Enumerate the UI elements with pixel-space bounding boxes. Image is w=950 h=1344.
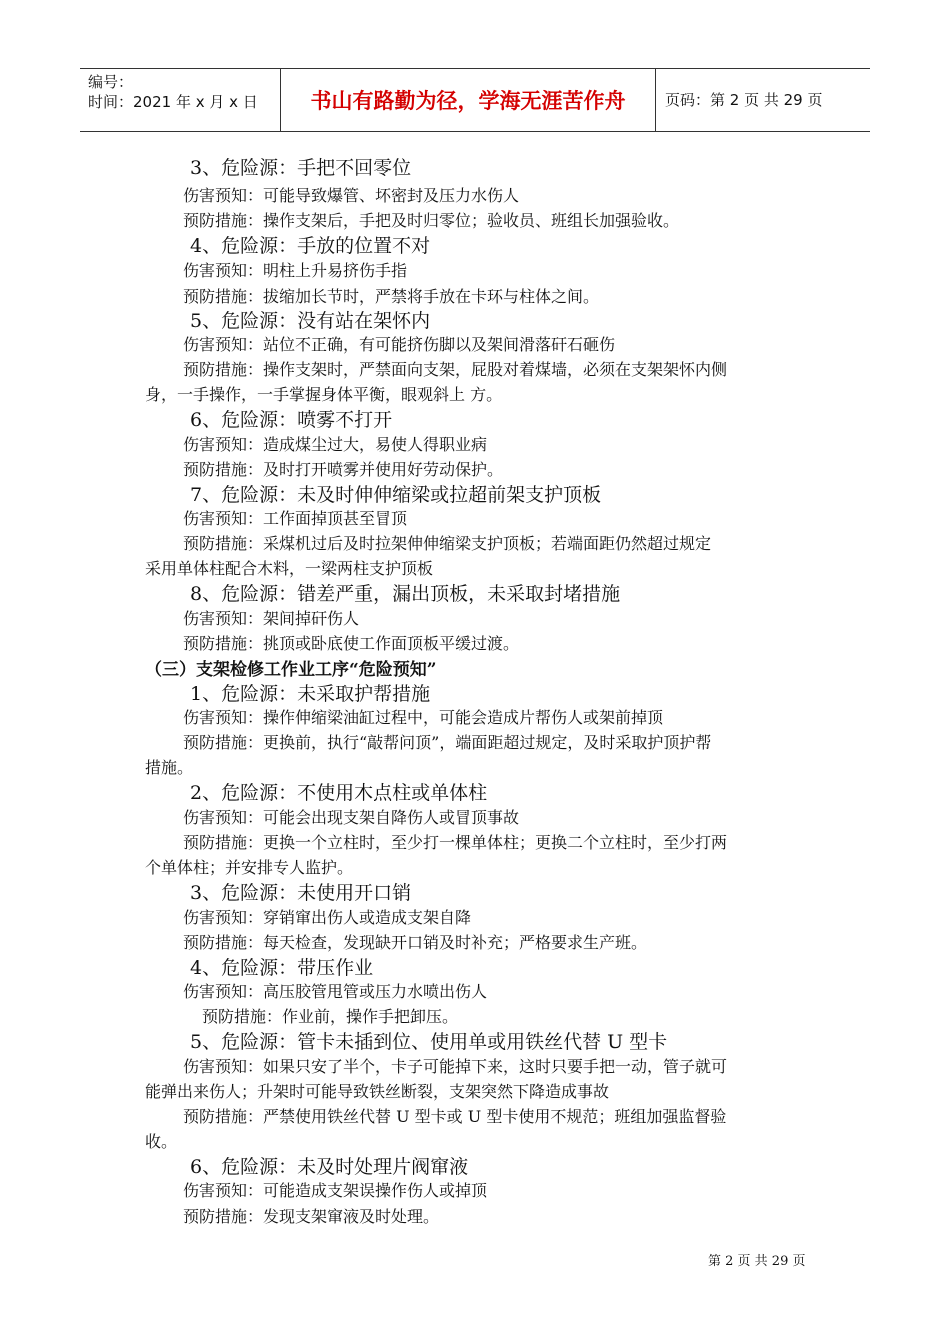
hazard-heading: 3、危险源：未使用开口销: [190, 882, 412, 904]
body-text-line: 采用单体柱配合木料，一梁两柱支护顶板: [145, 559, 434, 578]
hazard-heading: 4、危险源：带压作业: [190, 957, 374, 979]
divider: [280, 69, 281, 131]
body-text-line: 预防措施：操作支架时，严禁面向支架，屁股对着煤墙，必须在支架架怀内侧: [183, 360, 728, 379]
section-heading: （三）支架检修工作业工序“危险预知”: [145, 660, 437, 680]
body-text-line: 个单体柱；并安排专人监护。: [145, 858, 354, 877]
body-text-line: 伤害预知：如果只安了半个，卡子可能掉下来，这时只要手把一动，管子就可: [183, 1057, 728, 1076]
body-text-line: 伤害预知：可能造成支架误操作伤人或掉顶: [183, 1181, 488, 1200]
body-text-line: 伤害预知：可能会出现支架自降伤人或冒顶事故: [183, 808, 520, 827]
hazard-heading: 6、危险源：喷雾不打开: [190, 409, 393, 431]
hazard-heading: 7、危险源：未及时伸伸缩梁或拉超前架支护顶板: [190, 484, 602, 506]
body-text-line: 预防措施：发现支架窜液及时处理。: [183, 1207, 440, 1226]
body-text-line: 预防措施：严禁使用铁丝代替 U 型卡或 U 型卡使用不规范；班组加强监督验: [183, 1107, 727, 1126]
body-text-line: 预防措施：及时打开喷雾并使用好劳动保护。: [183, 460, 504, 479]
body-text-line: 预防措施：更换前，执行“敲帮问顶”，端面距超过规定，及时采取护顶护帮: [183, 733, 712, 752]
body-text-line: 伤害预知：操作伸缩梁油缸过程中，可能会造成片帮伤人或架前掉顶: [183, 708, 664, 727]
hazard-heading: 1、危险源：未采取护帮措施: [190, 683, 431, 705]
body-text-line: 预防措施：每天检查，发现缺开口销及时补充；严格要求生产班。: [183, 933, 648, 952]
body-text-line: 伤害预知：高压胶管甩管或压力水喷出伤人: [183, 982, 488, 1001]
motto: 书山有路勤为径，学海无涯苦作舟: [310, 89, 626, 113]
page-footer: 第 2 页 共 29 页: [708, 1254, 806, 1269]
body-text-line: 预防措施：挑顶或卧底使工作面顶板平缓过渡。: [183, 634, 520, 653]
divider: [655, 69, 656, 131]
page-info: 页码：第 2 页 共 29 页: [665, 91, 823, 109]
hazard-heading: 2、危险源：不使用木点柱或单体柱: [190, 782, 488, 804]
hazard-heading: 8、危险源：错差严重，漏出顶板，未采取封堵措施: [190, 583, 621, 605]
body-text-line: 伤害预知：可能导致爆管、坏密封及压力水伤人: [183, 186, 520, 205]
body-text-line: 伤害预知：架间掉矸伤人: [183, 609, 360, 628]
code-label: 编号：: [88, 73, 134, 91]
body-text-line: 预防措施：更换一个立柱时，至少打一棵单体柱；更换二个立柱时，至少打两: [183, 833, 728, 852]
body-text-line: 伤害预知：造成煤尘过大，易使人得职业病: [183, 435, 488, 454]
body-text-line: 伤害预知：明柱上升易挤伤手指: [183, 261, 408, 280]
header-table: [80, 68, 870, 132]
hazard-heading: 3、危险源：手把不回零位: [190, 157, 412, 179]
body-text-line: 能弹出来伤人；升架时可能导致铁丝断裂，支架突然下降造成事故: [145, 1082, 610, 1101]
hazard-heading: 5、危险源：管卡未插到位、使用单或用铁丝代替 U 型卡: [190, 1031, 668, 1053]
body-text-line: 身，一手操作，一手掌握身体平衡，眼观斜上 方。: [145, 385, 503, 404]
hazard-heading: 5、危险源：没有站在架怀内: [190, 310, 431, 332]
body-text-line: 伤害预知：站位不正确，有可能挤伤脚以及架间滑落矸石砸伤: [183, 335, 616, 354]
date-label: 时间：2021 年 x 月 x 日: [88, 93, 258, 111]
body-text-line: 措施。: [145, 758, 194, 777]
body-text-line: 伤害预知：工作面掉顶甚至冒顶: [183, 509, 408, 528]
body-text-line: 伤害预知：穿销窜出伤人或造成支架自降: [183, 908, 472, 927]
body-text-line: 收。: [145, 1132, 178, 1151]
body-text-line: 预防措施：采煤机过后及时拉架伸伸缩梁支护顶板；若端面距仍然超过规定: [183, 534, 712, 553]
body-text-line: 预防措施：拔缩加长节时，严禁将手放在卡环与柱体之间。: [183, 287, 600, 306]
body-text-line: 预防措施：作业前，操作手把卸压。: [202, 1007, 459, 1026]
body-text-line: 预防措施：操作支架后，手把及时归零位；验收员、班组长加强验收。: [183, 211, 680, 230]
hazard-heading: 6、危险源：未及时处理片阀窜液: [190, 1156, 469, 1178]
header-meta: [80, 69, 280, 131]
hazard-heading: 4、危险源：手放的位置不对: [190, 235, 431, 257]
